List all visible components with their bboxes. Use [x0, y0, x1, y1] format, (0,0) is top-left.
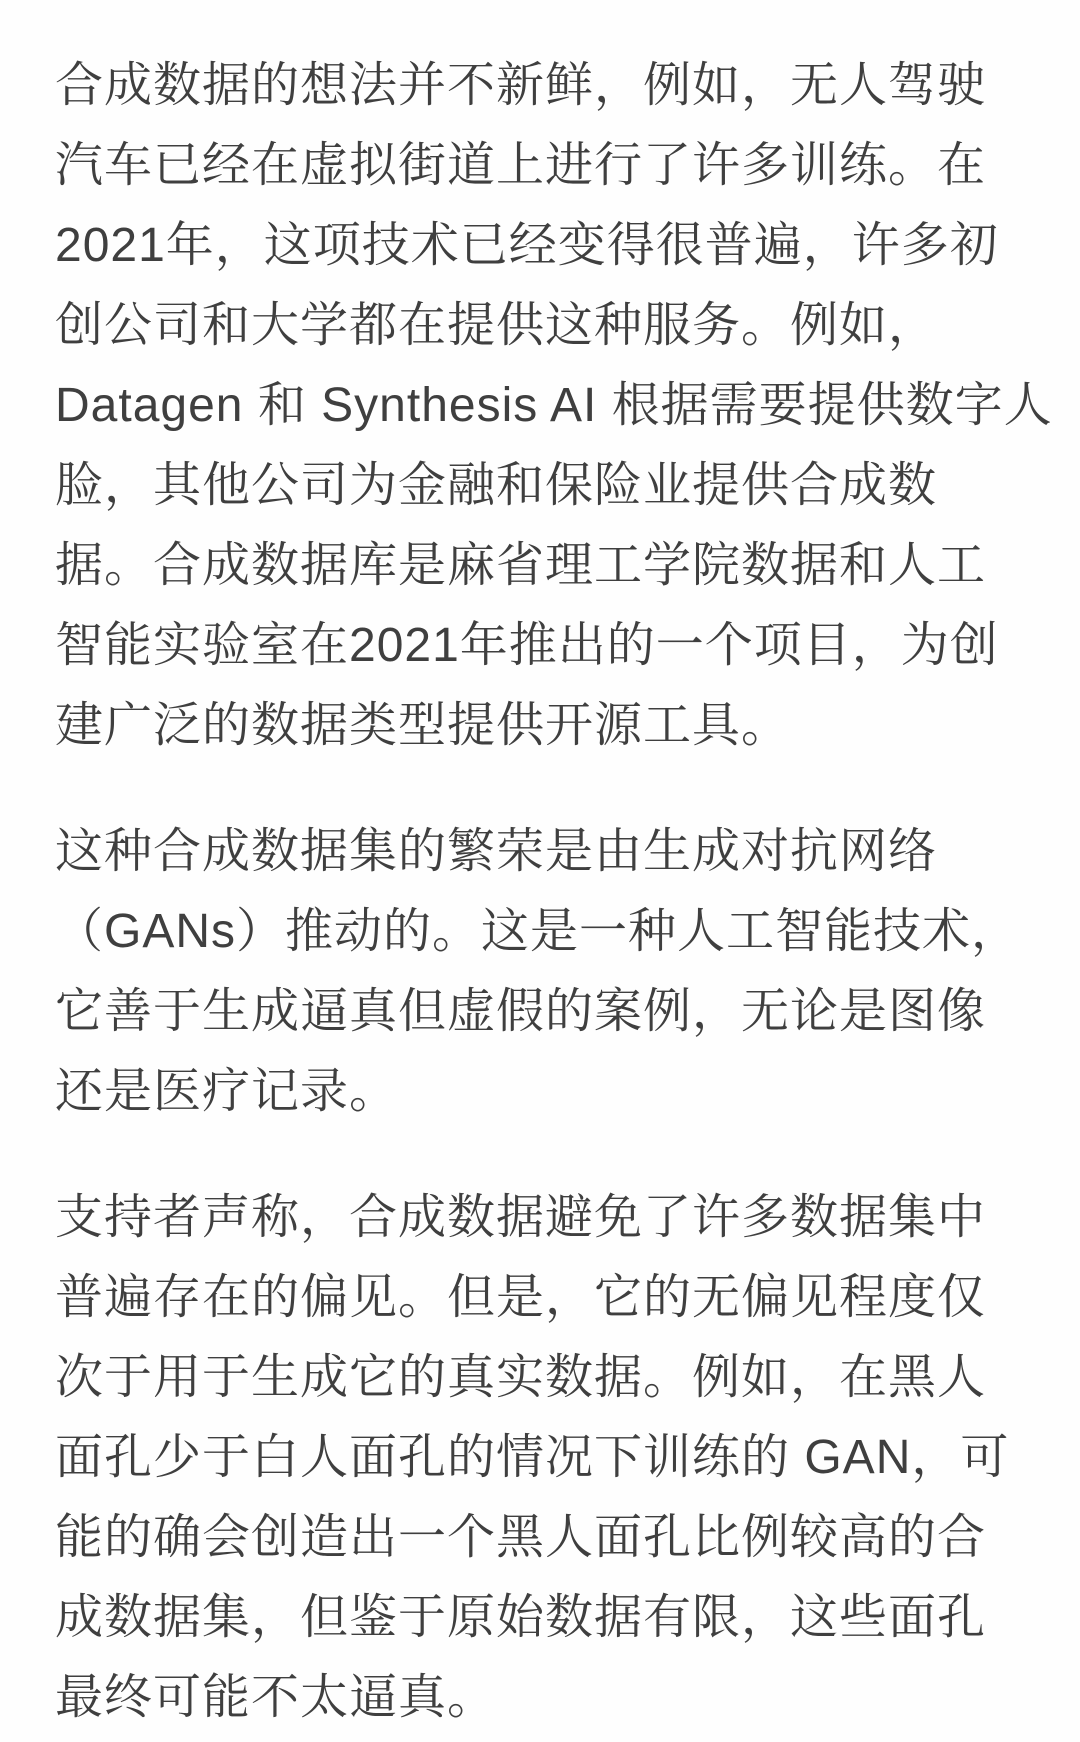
paragraph	[55, 46, 1053, 766]
text-line: 能的确会创造出一个黑人面孔比例较高的合	[55, 1511, 987, 1564]
paragraph	[55, 812, 1036, 1132]
text-line: 2021年，这项技术已经变得很普遍，许多初	[55, 219, 999, 272]
article-text	[55, 46, 1053, 1738]
text-line: 脸，其他公司为金融和保险业提供合成数	[55, 459, 938, 512]
text-line: 最终可能不太逼真。	[55, 1671, 497, 1724]
text-line: 智能实验室在2021年推出的一个项目，为创	[55, 619, 999, 672]
text-line: 创公司和大学都在提供这种服务。例如，	[55, 299, 938, 352]
text-line: 建广泛的数据类型提供开源工具。	[55, 699, 791, 752]
text-line: 合成数据的想法并不新鲜，例如，无人驾驶	[55, 59, 987, 112]
text-line: 据。合成数据库是麻省理工学院数据和人工	[55, 539, 987, 592]
text-line: （GANs）推动的。这是一种人工智能技术，	[55, 905, 1021, 958]
text-line: 还是医疗记录。	[55, 1065, 399, 1118]
text-line: 普遍存在的偏见。但是，它的无偏见程度仅	[55, 1271, 987, 1324]
text-line: Datagen 和 Synthesis AI 根据需要提供数字人	[55, 379, 1053, 432]
text-line: 支持者声称，合成数据避免了许多数据集中	[55, 1191, 987, 1244]
paragraph	[55, 1178, 1036, 1738]
text-line: 这种合成数据集的繁荣是由生成对抗网络	[55, 825, 938, 878]
text-line: 汽车已经在虚拟街道上进行了许多训练。在	[55, 139, 987, 192]
text-line: 次于用于生成它的真实数据。例如，在黑人	[55, 1351, 987, 1404]
text-line: 成数据集，但鉴于原始数据有限，这些面孔	[55, 1591, 987, 1644]
text-line: 面孔少于白人面孔的情况下训练的 GAN，可	[55, 1431, 1010, 1484]
text-line: 它善于生成逼真但虚假的案例，无论是图像	[55, 985, 987, 1038]
